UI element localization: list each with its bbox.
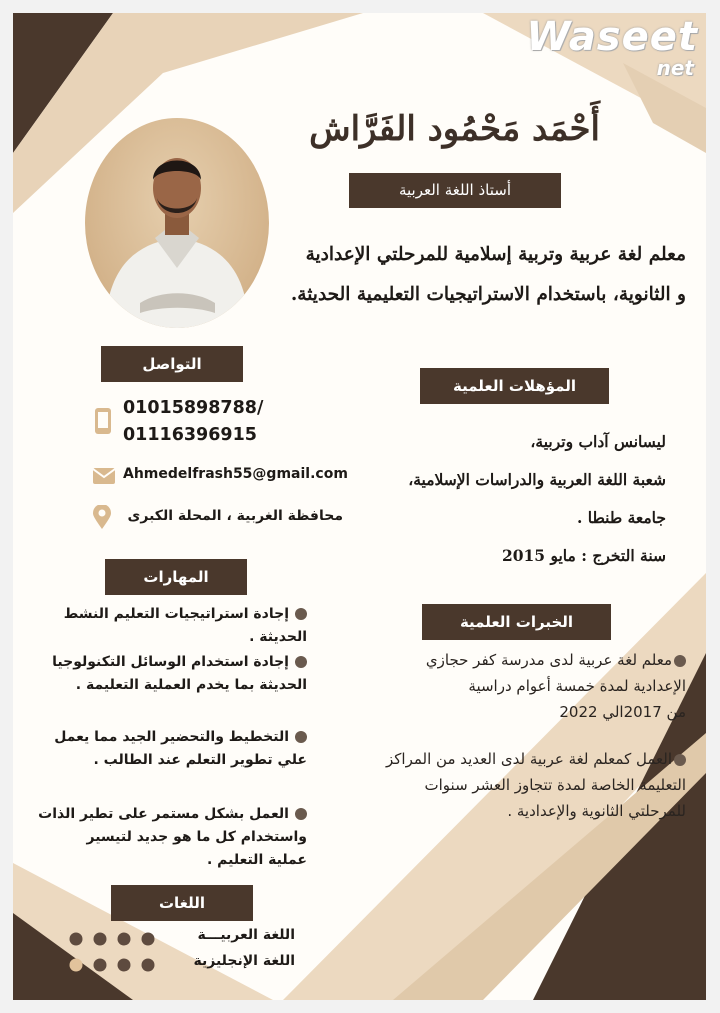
proficiency-dot <box>118 933 131 946</box>
experience-line: للمرحلتي الثانوية والإعدادية . <box>507 802 686 820</box>
location-pin-icon <box>93 505 111 529</box>
qualifications-list <box>336 423 666 575</box>
bullet-icon <box>295 608 307 620</box>
proficiency-dots <box>69 958 159 972</box>
profile-summary <box>246 235 686 315</box>
skill-item <box>37 726 307 772</box>
skill-line: إجادة استراتيجيات التعليم النشط <box>63 606 289 622</box>
skill-item <box>37 603 307 649</box>
language-name: اللغة العربيـــة <box>197 927 295 943</box>
skill-line: عملية التعليم . <box>206 852 307 868</box>
experience-line: التعليمة الخاصة لمدة تتجاوز العشر سنوات <box>424 776 686 794</box>
phone-number[interactable]: 01015898788/ <box>123 398 264 418</box>
profile-photo <box>85 118 269 328</box>
experience-line: من 2017الي 2022 <box>559 703 686 721</box>
bullet-icon <box>295 808 307 820</box>
proficiency-dot <box>142 933 155 946</box>
skills-heading: المهارات <box>105 559 247 595</box>
address-text: محافظة الغربية ، المحلة الكبرى <box>127 508 343 524</box>
languages-heading: اللغات <box>111 885 253 921</box>
experience-line: العمل كمعلم لغة عربية لدى العديد من المراكز <box>385 750 672 768</box>
experience-line: الإعدادية لمدة خمسة أعوام دراسية <box>468 677 686 695</box>
contact-heading: التواصل <box>101 346 243 382</box>
language-name: اللغة الإنجليزية <box>193 953 295 969</box>
experience-line: معلم لغة عربية لدى مدرسة كفر حجازي <box>425 651 672 669</box>
person-name: أَحْمَد مَحْمُود الفَرَّاش <box>309 109 600 149</box>
bullet-icon <box>295 656 307 668</box>
experience-item <box>324 746 686 824</box>
skill-line: واستخدام كل ما هو جديد لتيسير <box>86 829 307 845</box>
site-watermark <box>526 14 698 80</box>
skill-line: الحديثة بما يخدم العملية التعليمة . <box>75 677 307 693</box>
person-silhouette-icon <box>85 118 269 328</box>
watermark-main: Waseet <box>526 14 698 60</box>
cv-page <box>13 13 706 1000</box>
skill-item <box>37 651 307 697</box>
qualifications-heading: المؤهلات العلمية <box>420 368 609 404</box>
skill-line: التخطيط والتحضير الجيد مما يعمل <box>54 729 289 745</box>
qualification-line: سنة التخرج : مايو 2015 <box>501 546 666 565</box>
watermark-sub: net <box>656 56 694 80</box>
skill-item <box>37 803 307 872</box>
contact-address <box>93 505 363 531</box>
qualification-line: شعبة اللغة العربية والدراسات الإسلامية، <box>408 470 666 489</box>
bullet-icon <box>674 655 686 667</box>
proficiency-dots <box>69 932 159 946</box>
job-title-badge: أستاذ اللغة العربية <box>349 173 561 208</box>
qualification-line: جامعة طنطا . <box>576 508 666 527</box>
mail-icon <box>93 468 115 484</box>
skill-line: الحديثة . <box>249 629 307 645</box>
qualification-line: ليسانس آداب وتربية، <box>530 432 666 451</box>
experience-heading: الخبرات العلمية <box>422 604 611 640</box>
summary-line: و الثانوية، باستخدام الاستراتيجيات التعليمية الحديثة. <box>290 284 686 305</box>
phone-numbers <box>123 395 263 449</box>
proficiency-dot <box>142 959 155 972</box>
phone-icon <box>93 407 113 435</box>
experience-item <box>324 647 686 725</box>
phone-number[interactable]: 01116396915 <box>123 425 257 445</box>
bullet-icon <box>674 754 686 766</box>
skill-line: إجادة استخدام الوسائل التكنولوجيا <box>52 654 289 670</box>
proficiency-dot <box>94 959 107 972</box>
proficiency-dot <box>118 959 131 972</box>
skill-line: علي تطوير التعلم عند الطالب . <box>93 752 307 768</box>
language-item <box>69 953 295 977</box>
contact-email <box>93 465 363 489</box>
proficiency-dot <box>70 959 83 972</box>
proficiency-dot <box>94 933 107 946</box>
skill-line: العمل بشكل مستمر على تطير الذات <box>38 806 289 822</box>
summary-line: معلم لغة عربية وتربية إسلامية للمرحلتي الإعدادية <box>305 244 686 265</box>
bullet-icon <box>295 731 307 743</box>
language-item <box>69 927 295 951</box>
email-address[interactable]: Ahmedelfrash55@gmail.com <box>123 466 348 482</box>
proficiency-dot <box>70 933 83 946</box>
